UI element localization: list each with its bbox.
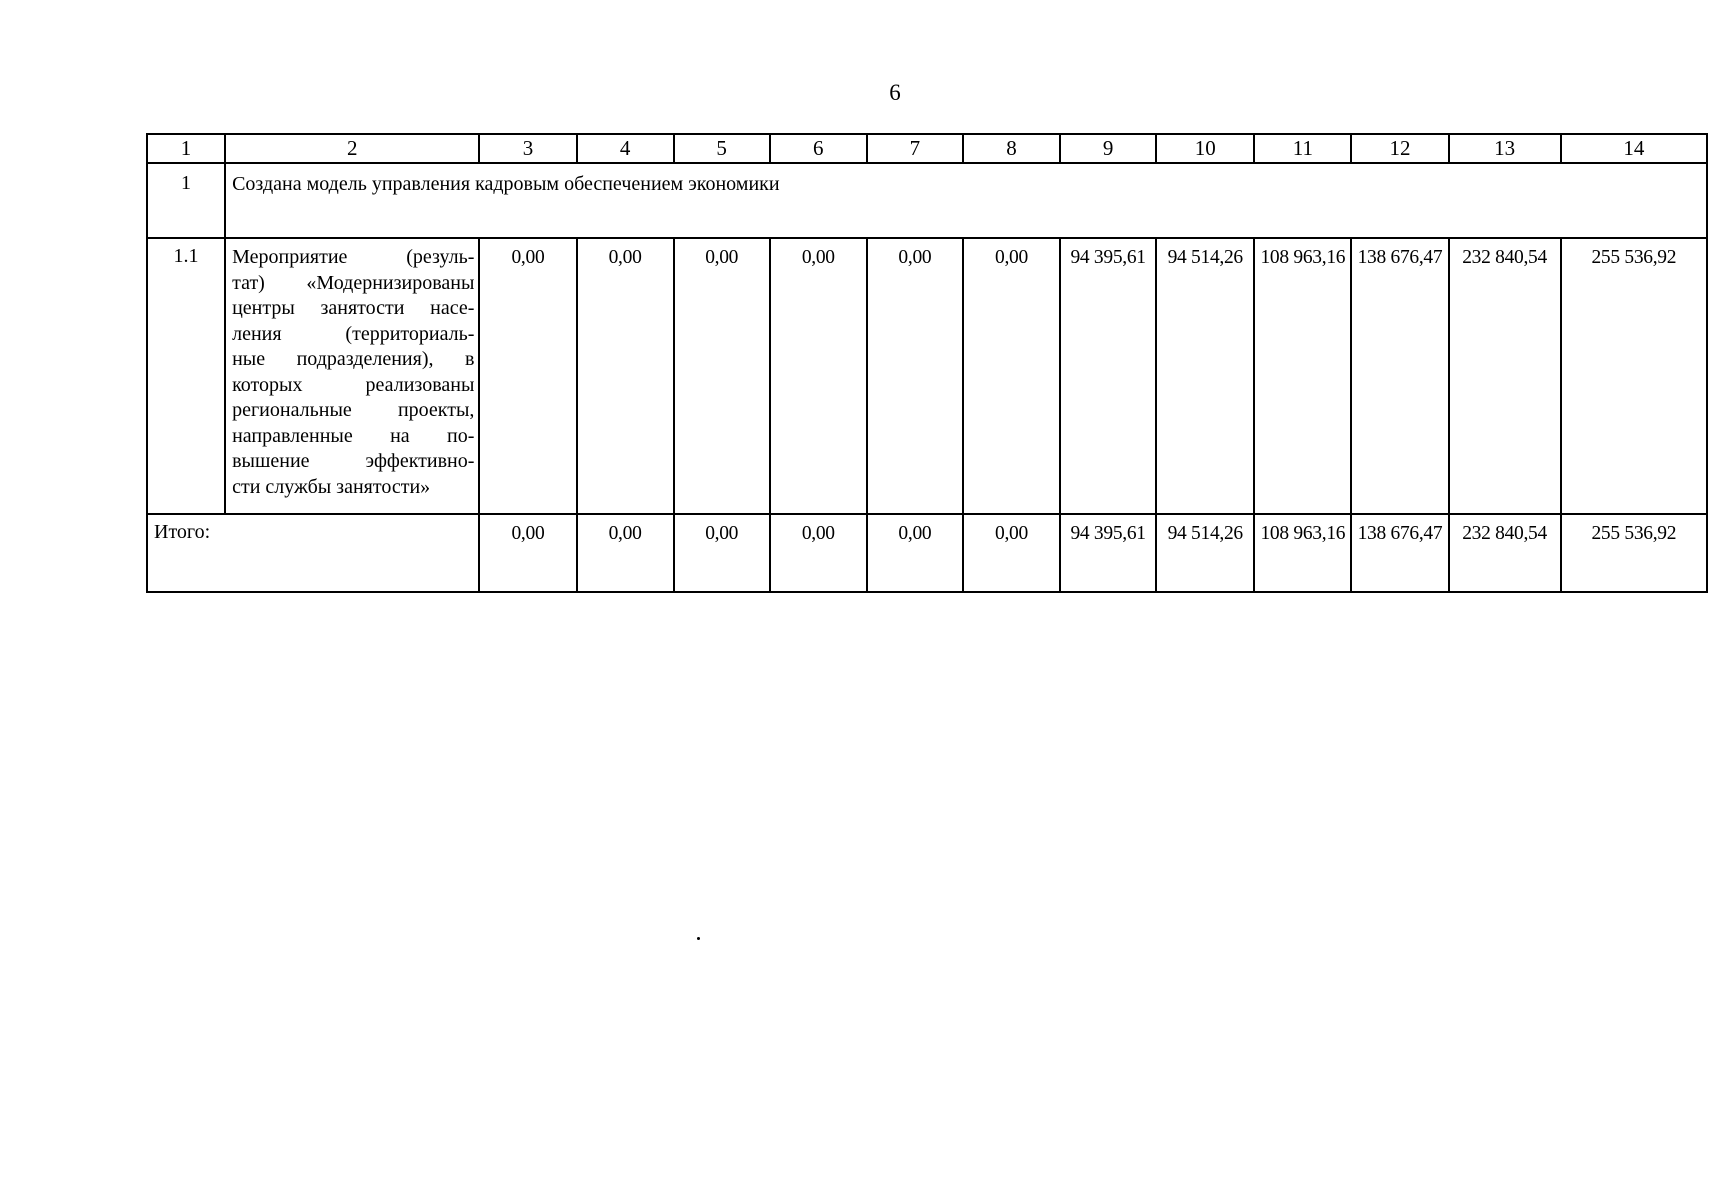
value-cell: 232 840,54: [1449, 238, 1561, 514]
value-cell: 94 395,61: [1060, 238, 1156, 514]
section-row: [147, 163, 1707, 238]
value-cell: 0,00: [770, 238, 867, 514]
description-line: направленные на по-: [232, 424, 475, 447]
value-cell: 94 514,26: [1156, 238, 1254, 514]
value-cell: 138 676,47: [1351, 238, 1448, 514]
description-line: региональные проекты,: [232, 399, 475, 421]
column-header: 7: [867, 134, 963, 163]
total-value-cell: 138 676,47: [1351, 514, 1448, 592]
section-number: 1: [147, 163, 225, 238]
value-cell: 0,00: [479, 238, 576, 514]
total-value-cell: 94 395,61: [1060, 514, 1156, 592]
total-value-cell: 108 963,16: [1254, 514, 1351, 592]
total-row: [147, 514, 1707, 592]
column-header: 11: [1254, 134, 1351, 163]
value-cell: 255 536,92: [1561, 238, 1707, 514]
description-line: ные подразделения), в: [232, 348, 475, 370]
description-line: сти службы занятости»: [232, 475, 431, 498]
column-header: 14: [1561, 134, 1707, 163]
column-header: 10: [1156, 134, 1254, 163]
total-value-cell: 0,00: [867, 514, 963, 592]
column-header: 9: [1060, 134, 1156, 163]
value-cell: 0,00: [674, 238, 770, 514]
description-line: центры занятости насе-: [232, 297, 475, 319]
page-number: 6: [889, 80, 901, 105]
description-line: ления (территориаль-: [232, 322, 475, 345]
total-value-cell: 0,00: [674, 514, 770, 592]
description-line: вышение эффективно-: [232, 450, 475, 472]
column-header: 13: [1449, 134, 1561, 163]
total-value-cell: 0,00: [479, 514, 576, 592]
column-header: 6: [770, 134, 867, 163]
column-header: 5: [674, 134, 770, 163]
column-header: 2: [225, 134, 479, 163]
funding-table: [146, 133, 1708, 593]
description-line: которых реализованы: [232, 373, 475, 396]
column-header: 12: [1351, 134, 1448, 163]
table-row: [147, 238, 1707, 514]
value-cell: 0,00: [867, 238, 963, 514]
total-value-cell: 0,00: [577, 514, 674, 592]
description-line: Мероприятие (резуль-: [232, 246, 475, 268]
column-header: 1: [147, 134, 225, 163]
value-cell: 0,00: [577, 238, 674, 514]
total-value-cell: 232 840,54: [1449, 514, 1561, 592]
item-number: 1.1: [147, 238, 225, 514]
total-value-cell: 0,00: [963, 514, 1060, 592]
value-cell: 0,00: [963, 238, 1060, 514]
value-cell: 108 963,16: [1254, 238, 1351, 514]
section-title: Создана модель управления кадровым обеспечением экономики: [225, 163, 1707, 238]
total-label: Итого:: [147, 514, 479, 592]
total-value-cell: 255 536,92: [1561, 514, 1707, 592]
column-header: 3: [479, 134, 576, 163]
scan-speck: [697, 937, 700, 940]
total-value-cell: 0,00: [770, 514, 867, 592]
column-header: 8: [963, 134, 1060, 163]
column-header: 4: [577, 134, 674, 163]
total-value-cell: 94 514,26: [1156, 514, 1254, 592]
column-number-row: [147, 134, 1707, 163]
item-description: [225, 238, 479, 514]
description-line: тат) «Модернизированы: [232, 271, 475, 294]
